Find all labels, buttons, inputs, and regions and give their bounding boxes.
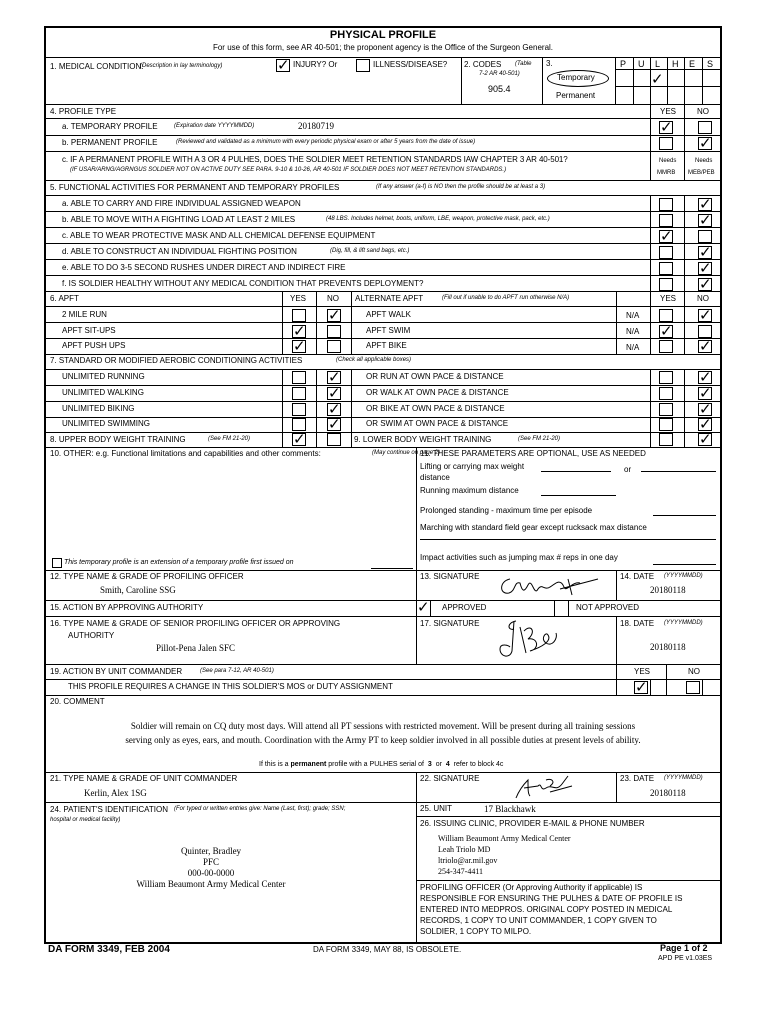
block19-no-header: NO [688,667,700,676]
functional-activities-label: 5. FUNCTIONAL ACTIVITIES FOR PERMANENT AND TEMPORARY PROFILES [50,183,340,192]
pulhes-s: S [707,59,714,69]
lifting-weight-line-2[interactable] [641,471,716,472]
check-icon: ✓ [699,259,712,277]
mos-change-yes[interactable] [634,678,648,696]
functional-d-yes[interactable] [659,246,673,259]
apft-event: APFT PUSH UPS [62,341,126,350]
illness-checkbox[interactable] [356,59,370,72]
injury-checkbox[interactable] [276,56,290,74]
check-icon: ✓ [660,322,673,340]
patient-grade[interactable]: PFC [202,857,219,867]
running-unlimited-a[interactable] [292,371,306,384]
alt-apft-event: APFT WALK [366,310,411,319]
date-23-hint: (YYYYMMDD) [664,775,703,781]
temporary-yes-checkbox[interactable] [659,118,673,136]
block19-yes-header: YES [634,667,651,676]
check-icon: ✓ [660,118,673,136]
yes-header: YES [660,107,677,116]
apft-event: APFT SIT-UPS [62,326,116,335]
form-subtitle: For use of this form, see AR 40-501; the proponent agency is the Office of the Surgeon General. [212,43,554,52]
functional-d-no[interactable] [698,243,712,261]
alt-apft-event: APFT SWIM [366,326,411,335]
signature-22-label: 22. SIGNATURE [420,774,480,783]
notice-line: SOLDIER, 1 COPY TO MILPO. [420,927,532,936]
patient-id-label: 24. PATIENT'S IDENTIFICATION [50,805,168,814]
patient-name[interactable]: Quinter, Bradley [180,846,242,856]
functional-item-hint: (48 LBS. Includes helmet, boots, uniform, LBE, weapon, protective mask, pack, etc.) [326,216,550,222]
temporary-profile-label: a. TEMPORARY PROFILE [62,122,158,131]
walk-own-pace-a[interactable] [659,387,673,400]
check-icon: ✓ [635,678,648,696]
notice-line: RESPONSIBLE FOR ENSURING THE PULHES & DATE OF PROFILE IS [420,894,683,903]
running-label: Running maximum distance [420,486,519,495]
injury-label: INJURY? Or [293,60,338,69]
running-distance-line[interactable] [541,495,616,496]
upper-body-hint: (See FM 21-20) [208,436,251,442]
check-icon: ✓ [699,211,712,229]
functional-a-yes[interactable] [659,198,673,211]
check-icon: ✓ [699,195,712,213]
check-icon: ✓ [699,134,712,152]
comment-label: 20. COMMENT [50,697,105,706]
codes-value[interactable]: 905.4 [488,84,511,94]
note-4: 4 [445,761,450,768]
provider-name[interactable]: Leah Triolo MD [438,845,491,854]
functional-e-yes[interactable] [659,262,673,275]
bike-yes[interactable] [659,340,673,353]
temporary-profile-expiration[interactable]: 20180719 [298,121,334,131]
aerobic-left: UNLIMITED RUNNING [62,372,145,381]
patient-ssn[interactable]: 000-00-0000 [187,868,235,878]
check-icon: ✓ [699,430,712,448]
aerobic-right: OR RUN AT OWN PACE & DISTANCE [366,372,504,381]
walk-own-pace-b[interactable] [698,384,712,402]
check-icon: ✓ [328,368,341,386]
aerobic-right: OR SWIM AT OWN PACE & DISTANCE [366,419,509,428]
permanent-yes-checkbox[interactable] [659,137,673,150]
signature-17-label: 17. SIGNATURE [420,619,480,628]
note-permanent: permanent [290,761,327,768]
senior-officer-name[interactable]: Pillot-Pena Jalen SFC [156,643,236,653]
functional-item: f. IS SOLDIER HEALTHY WITHOUT ANY MEDICAL CONDITION THAT PREVENTS DEPLOYMENT? [62,279,424,288]
functional-f-yes[interactable] [659,278,673,291]
obsolete-notice: DA FORM 3349, MAY 88, IS OBSOLETE. [313,945,462,954]
notice-line: RECORDS, 1 COPY TO UNIT COMMANDER, 1 COPY GIVEN TO [420,916,657,925]
other-hint: (May continue on page 2) [372,450,441,456]
running-unlimited-b[interactable] [327,368,341,386]
na-label: N/A [626,343,640,352]
form-number: DA FORM 3349, FEB 2004 [48,944,170,955]
check-icon: ✓ [699,415,712,433]
or-label: or [624,465,632,474]
unit-commander-action-label: 19. ACTION BY UNIT COMMANDER [50,667,183,676]
upper-body-no[interactable] [327,433,341,446]
extension-label: This temporary profile is an extension of a temporary profile first issued on [64,559,294,566]
signature-13-label: 13. SIGNATURE [420,572,480,581]
medical-condition-label: 1. MEDICAL CONDITION: [50,62,144,71]
date-18-label: 18. DATE [620,619,655,628]
version: APD PE v1.03ES [658,955,713,962]
apft-no-header: NO [327,294,339,303]
walking-unlimited-a[interactable] [292,387,306,400]
check-icon: ✓ [699,243,712,261]
walking-unlimited-b[interactable] [327,384,341,402]
codes-hint: (Table [515,61,532,67]
alternate-apft-label: ALTERNATE APFT [355,294,424,303]
medical-condition-hint: (Description in lay terminology) [140,63,223,69]
comment-line-1[interactable]: Soldier will remain on CQ duty most days. Will attend all PT sessions with restricted movement. Will be present during all training sessions [130,721,636,731]
no-header: NO [697,107,709,116]
check-icon: ✓ [293,337,306,355]
senior-officer-label: 16. TYPE NAME & GRADE OF SENIOR PROFILING OFFICER OR APPROVING [50,619,341,628]
alt-apft-event: APFT BIKE [366,341,407,350]
patient-id-hint: (For typed or written entries give: Name (Last, first); grade; SSN; [174,806,346,812]
aerobic-hint: (Check all applicable boxes) [336,357,412,363]
check-icon: ✓ [660,227,673,245]
comment-line-2[interactable]: serving only as eyes, ears, and mouth. Coordination with the Army PT to keep soldier involved in all possible duties at present levels of ability. [125,735,641,745]
swimming-unlimited-b[interactable] [327,415,341,433]
lower-body-hint: (See FM 21-20) [518,436,561,442]
pulhes-p: P [620,59,627,69]
biking-unlimited-a[interactable] [292,403,306,416]
note-pre: If this is a [259,761,289,768]
profiling-officer-name[interactable]: Smith, Caroline SSG [100,585,176,595]
needs-label-2: Needs [695,158,713,164]
alt-no-header: NO [697,294,709,303]
lower-body-label: 9. LOWER BODY WEIGHT TRAINING [354,435,492,444]
impact-reps-line[interactable] [653,564,716,565]
impact-label: Impact activities such as jumping max # reps in one day [420,553,618,562]
apft-label: 6. APFT [50,294,79,303]
provider-email[interactable]: ltriolo@ar.mil.gov [438,856,498,865]
needs-label: Needs [659,158,677,164]
block3-label: 3. [546,59,553,68]
aerobic-right: OR WALK AT OWN PACE & DISTANCE [366,388,509,397]
pulhes-e: E [689,59,696,69]
lifting-label: Lifting or carrying max weight [420,462,525,471]
situps-no[interactable] [327,325,341,338]
aerobic-label: 7. STANDARD OR MODIFIED AEROBIC CONDITIONING ACTIVITIES [50,356,303,365]
retention-hint: (IF USAR/ARNG/AGRNGUS SOLDIER NOT ON ACTIVE DUTY SEE PARA. 9-10 & 10-26, AR 40-501 IF SOLDIER DOES NOT MEET RETENTION STANDARDS.) [70,167,507,173]
apft-event: 2 MILE RUN [62,310,107,319]
retention-question: c. IF A PERMANENT PROFILE WITH A 3 OR 4 PULHES, DOES THE SOLDIER MEET RETENTION STANDARDS IAW CHAPTER 3 AR 40-501? [62,155,568,164]
codes-label: 2. CODES [464,60,502,69]
issuing-clinic-label: 26. ISSUING CLINIC, PROVIDER E-MAIL & PHONE NUMBER [420,819,645,828]
codes-hint-2: 7-2 AR 40-501) [479,71,520,77]
date-14-value[interactable]: 20180118 [650,585,686,595]
patient-id-hint-2: hospital or medical facility) [50,817,121,823]
check-icon: ✓ [699,337,712,355]
note-3: 3 [427,761,432,768]
functional-c-yes[interactable] [659,227,673,245]
unit-commander-signature[interactable] [506,772,586,802]
run-own-pace-a[interactable] [659,371,673,384]
apft-yes-header: YES [290,294,307,303]
aerobic-right: OR BIKE AT OWN PACE & DISTANCE [366,404,505,413]
distance-label: distance [420,473,450,482]
check-icon: ✓ [293,430,306,448]
lower-body-yes[interactable] [659,433,673,446]
check-icon: ✓ [699,400,712,418]
alternate-apft-hint: (Fill out if unable to do APFT run otherwise N/A) [442,295,570,301]
check-icon: ✓ [328,306,341,324]
lifting-weight-line[interactable] [541,471,611,472]
swim-own-pace-a[interactable] [659,418,673,431]
functional-item: d. ABLE TO CONSTRUCT AN INDIVIDUAL FIGHTING POSITION [62,247,297,256]
senior-officer-label-2: AUTHORITY [68,631,115,640]
mos-change-question: THIS PROFILE REQUIRES A CHANGE IN THIS SOLDIER'S MOS or DUTY ASSIGNMENT [68,682,393,691]
temporary-no-checkbox[interactable] [698,121,712,134]
mmrb-label: MMRB [657,170,676,176]
pushups-yes[interactable] [292,337,306,355]
mebpeb-label: MEB/PEB [688,170,715,176]
standing-time-line[interactable] [653,515,716,516]
page-number: Page 1 of 2 [660,943,708,953]
permanent-profile-label: b. PERMANENT PROFILE [62,138,158,147]
unit-commander-name[interactable]: Kerlin, Alex 1SG [84,788,147,798]
profiling-officer-label: 12. TYPE NAME & GRADE OF PROFILING OFFICER [50,572,244,581]
functional-item-hint: (Dig, fill, & lift sand bags, etc.) [330,248,410,254]
upper-body-yes[interactable] [292,430,306,448]
senior-officer-signature[interactable] [486,617,576,663]
alt-yes-header: YES [660,294,677,303]
check-icon: ✓ [277,56,290,74]
check-icon: ✓ [328,415,341,433]
check-icon: ✓ [328,384,341,402]
approving-authority-label: 15. ACTION BY APPROVING AUTHORITY [50,603,204,612]
physical-profile-form [44,26,722,944]
illness-label: ILLNESS/DISEASE? [373,60,448,69]
unit-commander-label: 21. TYPE NAME & GRADE OF UNIT COMMANDER [50,774,238,783]
date-14-hint: (YYYYMMDD) [664,573,703,579]
functional-b-yes[interactable] [659,214,673,227]
temporary-profile-hint: (Expiration date YYYYMMDD) [174,123,255,129]
upper-body-label: 8. UPPER BODY WEIGHT TRAINING [50,435,186,444]
pushups-no[interactable] [327,340,341,353]
pulhes-l: L [655,59,661,69]
check-icon: ✓ [328,400,341,418]
note-or: or [435,761,442,768]
check-icon: ✓ [699,384,712,402]
check-icon: ✓ [699,368,712,386]
swim-yes[interactable] [659,322,673,340]
functional-item: e. ABLE TO DO 3-5 SECOND RUSHES UNDER DIRECT AND INDIRECT FIRE [62,263,346,272]
functional-a-no[interactable] [698,195,712,213]
profiling-officer-signature[interactable] [494,571,604,601]
unit-commander-action-hint: (See para 7-12, AR 40-501) [200,668,274,674]
unit-label: 25. UNIT [420,804,453,813]
aerobic-left: UNLIMITED WALKING [62,388,144,397]
parameters-label: 11. THESE PARAMETERS ARE OPTIONAL, USE AS NEEDED [420,449,646,458]
note-mid: profile with a PULHES serial of [328,761,424,768]
run-own-pace-b[interactable] [698,368,712,386]
pulhes-h: H [672,59,679,69]
bike-no[interactable] [698,337,712,355]
date-18-value[interactable]: 20180118 [650,642,686,652]
functional-item: c. ABLE TO WEAR PROTECTIVE MASK AND ALL CHEMICAL DEFENSE EQUIPMENT [62,231,376,240]
na-label: N/A [626,311,640,320]
functional-e-no[interactable] [698,259,712,277]
profile-type-label: 4. PROFILE TYPE [50,107,117,116]
permanent-no-checkbox[interactable] [698,134,712,152]
functional-f-no[interactable] [698,275,712,293]
functional-activities-hint: (If any answer (a-f) is NO then the profile should be at least a 3) [376,184,546,190]
walk-yes[interactable] [659,309,673,322]
extension-checkbox[interactable] [52,558,62,568]
temporary-label[interactable]: Temporary [557,73,595,82]
pulhes-l-check-icon: ✓ [651,70,664,88]
functional-item: a. ABLE TO CARRY AND FIRE INDIVIDUAL ASSIGNED WEAPON [62,199,301,208]
lower-body-no[interactable] [698,430,712,448]
other-label: 10. OTHER: e.g. Functional limitations and capabilities and other comments: [50,449,321,458]
mos-change-no[interactable] [686,681,700,694]
aerobic-left: UNLIMITED BIKING [62,404,135,413]
check-icon: ✓ [699,306,712,324]
notice-line: PROFILING OFFICER (Or Approving Authority if applicable) IS [420,883,643,892]
permanent-profile-hint: (Reviewed and validated as a minimum with every periodic physical exam or after 5 years from the date of issue) [176,139,476,145]
date-23-value[interactable]: 20180118 [650,788,686,798]
pulhes-u: U [638,59,645,69]
clinic-name[interactable]: William Beaumont Army Medical Center [438,834,571,843]
functional-item: b. ABLE TO MOVE WITH A FIGHTING LOAD AT LEAST 2 MILES [62,215,296,224]
standing-label: Prolonged standing - maximum time per episode [420,506,593,515]
date-18-hint: (YYYYMMDD) [664,620,703,626]
approved-check-icon[interactable]: ✓ [417,598,430,616]
form-title: PHYSICAL PROFILE [329,29,437,41]
marching-label: Marching with standard field gear except rucksack max distance [420,523,647,532]
check-icon: ✓ [699,275,712,293]
run-yes[interactable] [292,309,306,322]
note-post: refer to block 4c [453,761,504,768]
bike-own-pace-a[interactable] [659,403,673,416]
notice-line: ENTERED INTO MEDPROS. ORIGINAL COPY POSTED IN MEDICAL [420,905,673,914]
walk-no[interactable] [698,306,712,324]
approved-label: APPROVED [442,603,487,612]
patient-facility[interactable]: William Beaumont Army Medical Center [136,879,286,889]
functional-b-no[interactable] [698,211,712,229]
provider-phone[interactable]: 254-347-4411 [438,867,484,876]
extension-date-line[interactable] [371,568,413,569]
permanent-label[interactable]: Permanent [556,91,596,100]
marching-line[interactable] [420,539,716,540]
date-23-label: 23. DATE [620,774,655,783]
na-label: N/A [626,327,640,336]
functional-c-no[interactable] [698,230,712,243]
check-icon: ✓ [293,322,306,340]
aerobic-left: UNLIMITED SWIMMING [62,419,150,428]
run-no[interactable] [327,306,341,324]
unit-value[interactable]: 17 Blackhawk [484,804,536,814]
date-14-label: 14. DATE [620,572,655,581]
not-approved-label: NOT APPROVED [576,603,639,612]
pulhes-note [259,761,503,768]
